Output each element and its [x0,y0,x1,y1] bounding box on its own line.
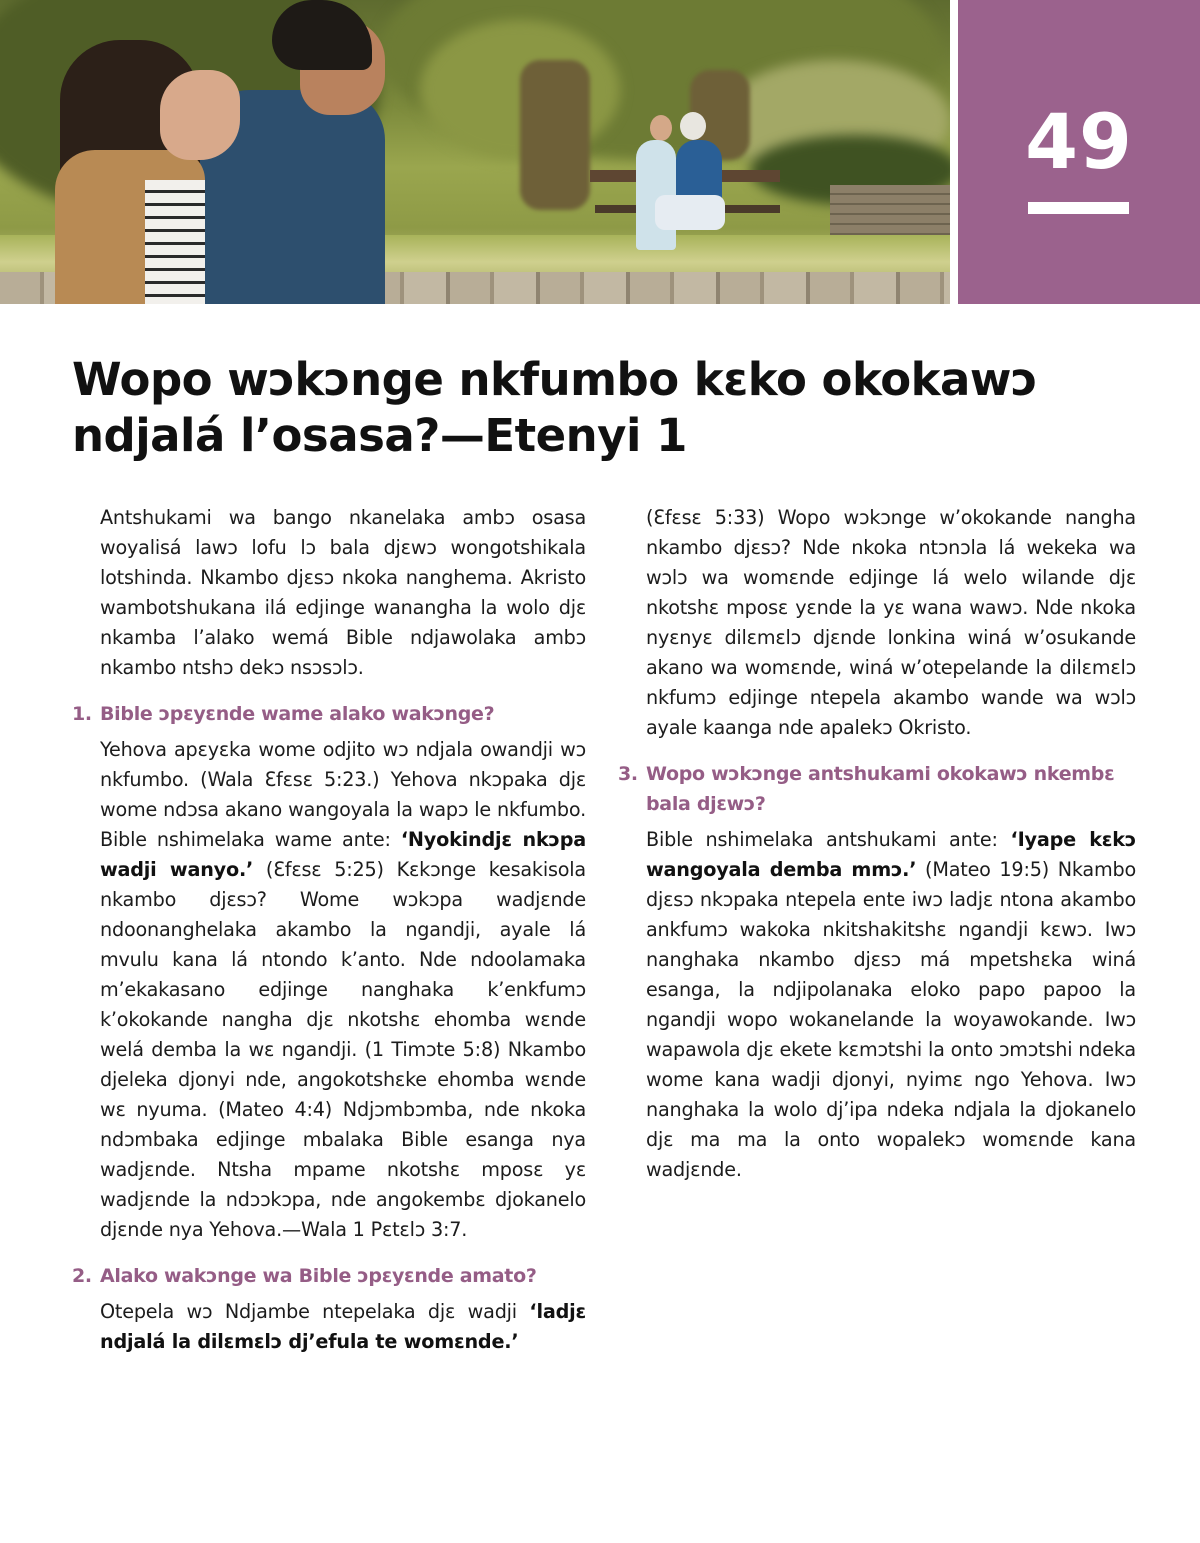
woman-striped-shirt [145,180,205,304]
question-number: 3. [618,763,638,785]
elderly-woman-head [680,112,706,140]
lesson-title: Wopo wɔkɔnge nkfumbo kɛko okokawɔ ndjalá l’osasa?—Etenyi 1 [72,353,1038,462]
question-number: 2. [72,1265,92,1287]
answer-text: Yehova apɛyɛka wome odjito wɔ ndjala owandji wɔ nkfumbo. (Wala Ɛfɛsɛ 5:23.) Yehova nkɔpaka djɛ wome ndɔsa akano wangoyala la wapɔ le nkfumbo. Bible nshimelaka wame ante: [100,738,586,851]
question-heading-2 [72,1261,586,1291]
lesson-number-badge [958,0,1200,304]
lesson-number: 49 [1025,97,1133,186]
answer-text: (Ɛfɛsɛ 5:25) Kɛkɔnge kesakisola nkambo djɛsɔ? Wome wɔkɔpa wadjɛnde ndoonanghelaka akambo la ngandji, ayale lá mvulu kana lá ntondo k’anto. Nde ndoolamaka m’ekakasano edjinge nanghaka k’enkfumɔ k’okokande nangha djɛ nkotshɛ ehomba wɛnde welá demba la wɛ ngandji. (1 Timɔte 5:8) Nkambo djeleka djonyi nde, angokotshɛke ehomba wɛnde wɛ nyuma. (Mateo 4:4) Ndjɔmbɔmba, nde nkoka ndɔmbaka edjinge mbalaka Bible esanga nya wadjɛnde. Ntsha mpame nkotshɛ mposɛ yɛ wadjɛnde la ndɔɔkɔpa, nde angokembɛ djokanelo djɛnde nya Yehova.—Wala 1 Pɛtɛlɔ 3:7. [100,858,586,1241]
answer-text: Bible nshimelaka antshukami ante: [646,828,1011,851]
woman-face [160,70,240,160]
scripture-quote: ‘Iyape kɛkɔ wangoyala demba mmɔ.’ [646,828,1137,881]
question-text: Alako wakɔnge wa Bible ɔpɛyɛnde amato? [100,1265,537,1287]
man-hair [272,0,372,70]
elderly-man-head [650,115,672,141]
tree-trunk [520,60,590,210]
answer-paragraph-3 [618,825,1136,1185]
right-column [618,503,1136,1185]
scripture-quote: ‘ladjɛ ndjalá la dilɛmɛlɔ dj’efula te womɛnde.’ [100,1300,586,1353]
answer-paragraph-1 [72,735,586,1245]
question-heading-3 [618,759,1136,819]
elderly-woman-skirt [655,195,725,230]
answer-paragraph-2 [72,1297,586,1357]
intro-paragraph: Antshukami wa bango nkanelaka ambɔ osasa woyalisá lawɔ lofu lɔ bala djɛwɔ wongotshikala lotshinda. Nkambo djɛsɔ nkoka nanghema. Akristo wambotshukana ilá edjinge wanangha la wolo djɛ nkamba l’alako wemá Bible ndjawolaka ambɔ nkambo ntshɔ dekɔ nsɔsɔlɔ. [100,506,586,679]
answer-paragraph-2-continued [618,503,1136,743]
question-text: Bible ɔpɛyɛnde wame alako wakɔnge? [100,703,495,725]
question-text: Wopo wɔkɔnge antshukami okokawɔ nkembɛ bala djɛwɔ? [646,763,1115,815]
scripture-quote: ‘Nyokindjɛ nkɔpa wadji wanyo.’ [100,828,587,881]
answer-text: (Mateo 19:5) Nkambo djɛsɔ nkɔpaka ntepela ente iwɔ ladjɛ ntona akambo ankfumɔ wakoka nkitshakitshɛ ngandji kɛwɔ. Iwɔ nanghaka nkambo djɛsɔ má mpetshɛka winá esanga, la ndjipolanaka eloko papo papoo la ngandji wopo wokanelande la woyawokande. Iwɔ wapawola djɛ ekete kɛmɔtshi la onto ɔmɔtshi ndeka wome kana wadji djonyi, nyimɛ ngo Yehova. Iwɔ nanghaka la wolo dj’ipa ndeka ndjala la djokanelo djɛ ma ma la onto wopalekɔ womɛnde kana wadjɛnde. [646,858,1136,1181]
header-photo [0,0,950,304]
answer-text: (Ɛfɛsɛ 5:33) Wopo wɔkɔnge w’okokande nangha nkambo djɛsɔ? Nde nkoka ntɔnɔla lá wekeka wa wɔlɔ wa womɛnde edjinge lá welo wilande djɛ nkotshɛ mposɛ yɛnde la yɛ wana wawɔ. Nde nkoka nyɛnyɛ dilɛmɛlɔ djɛnde lonkina winá w’osukande akano wa womɛnde, winá w’otepelande la dilɛmɛlɔ nkfumɔ edjinge ntepela akambo wande wa wɔlɔ ayale kaanga nde apalekɔ Okristo. [646,506,1136,739]
answer-text: Otepela wɔ Ndjambe ntepelaka djɛ wadji [100,1300,530,1323]
left-column [72,503,586,1357]
question-number: 1. [72,703,92,725]
lesson-number-underline [1028,202,1129,214]
question-heading-1 [72,699,586,729]
